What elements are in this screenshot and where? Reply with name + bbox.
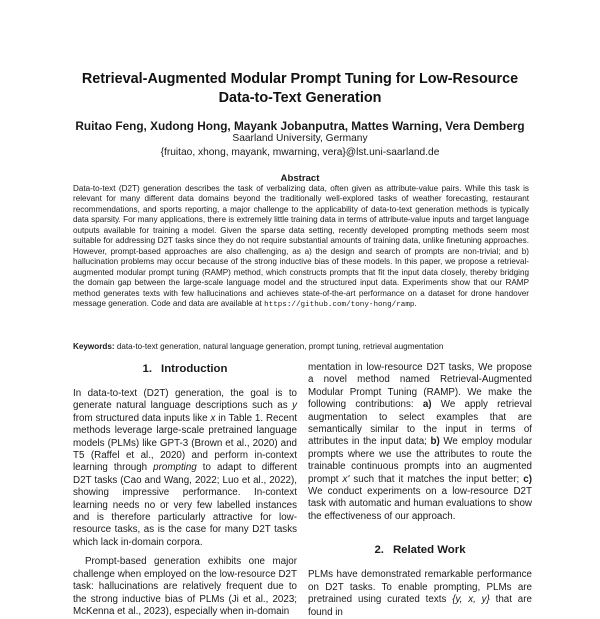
- section-title: Introduction: [161, 363, 228, 375]
- emphasis-prompting: prompting: [153, 462, 197, 474]
- left-column: [73, 362, 297, 618]
- abstract-end: .: [414, 298, 417, 308]
- intro-paragraph-2: Prompt-based generation exhibits one major challenge when employed on the low-resource D2T task: hallucinations are relatively frequent due to the strong inductive bias of PLMs (Ji et al., 2023; McKenna et al., 2023), especially when in-domain: [73, 556, 297, 617]
- affiliation: Saarland University, Germany: [232, 133, 368, 144]
- title-line-1: Retrieval-Augmented Modular Prompt Tuning for Low-Resource: [81, 71, 519, 87]
- related-paragraph-1: PLMs have demonstrated remarkable performance on D2T tasks. To enable prompting, PLMs are pretrained using curated texts {y, x, y} that are found in: [308, 569, 532, 618]
- section-heading-related-work: [308, 543, 532, 557]
- abstract-heading: Abstract: [280, 173, 320, 184]
- intro-contributions: mentation in low-resource D2T tasks, We propose a novel method named Retrieval-Augmented Modular Prompt Tuning (RAMP). We make the following contributions: a) We apply retrieval augmentation to select examples that are semantically similar to the input in terms of attributes in the input data; b) We employ modular prompts where we use the attributes to route the trainable continuous prompts into an augmented prompt x' such that it matches the input better; c) We conduct experiments on a low-resource D2T task with automatic and human evaluations to show the effectiveness of our approach.: [308, 362, 532, 522]
- author-list: Ruitao Feng, Xudong Hong, Mayank Jobanputra, Mattes Warning, Vera Demberg: [75, 119, 525, 133]
- abstract-body: [73, 184, 529, 310]
- intro-paragraph-1: In data-to-text (D2T) generation, the goal is to generate natural language descriptions such as y from structured data inputs like x in Table 1. Recent methods leverage large-scale pretrained language models (PLMs) like GPT-3 (Brown et al., 2020) and T5 (Raffel et al., 2020) and perform in-context learning through prompting to adapt to different D2T tasks (Cao and Wang, 2022; Luo et al., 2022), showing impressive performance. In-context learning needs no or very few labelled instances and is therefore particularly attractive for low-resource tasks, as is the case for many D2T tasks which lack in-domain corpora.: [73, 388, 298, 548]
- section-title: Related Work: [392, 544, 466, 557]
- keywords: [73, 342, 529, 353]
- section-number: 2.: [374, 544, 384, 557]
- right-column: [308, 362, 532, 619]
- code-url-link[interactable]: https://github.com/tony-hong/ramp: [264, 300, 415, 309]
- keywords-text: data-to-text generation, natural language generation, prompt tuning, retrieval augmentation: [116, 342, 444, 351]
- abstract-text: Data-to-text (D2T) generation describes the task of verbalizing data, often given as attribute-value pairs. While this task is relevant for many different data domains beyond the traditionally well-explored tasks of weather forecasting, restaurant recommendations, and sports reporting, a major challenge to the applicability of data-to-text generation methods is typically data sparsity. For many applications, there is extremely little training data in terms of attribute-value inputs and target language outputs available for training a model. Given the sparse data setting, recently developed prompting methods seem most suitable for addressing D2T tasks since they do not require substantial amounts of training data, unlike finetuning approaches. However, prompt-based approaches are also challenging, as a) the design and search of prompts are non-trivial; and b) hallucination problems may occur because of the strong inductive bias of these models. In this paper, we propose a retrieval-augmented modular prompt tuning (RAMP) method, which constructs prompts that fit the input data closely, thereby bridging the domain gap between the large-scale language model and the structured input data. Experiments show that our RAMP method generates texts with few hallucinations and achieves state-of-the-art performance on a dataset for drone handover message generation. Code and data are available at: [73, 184, 529, 308]
- section-number: 1.: [142, 363, 153, 375]
- keywords-label: Keywords:: [73, 342, 115, 351]
- title-line-2: Data-to-Text Generation: [218, 90, 382, 106]
- paper-title: [60, 70, 540, 108]
- section-heading-introduction: [73, 362, 297, 376]
- author-emails: {fruitao, xhong, mayank, mwarning, vera}@lst.uni-saarland.de: [160, 147, 440, 158]
